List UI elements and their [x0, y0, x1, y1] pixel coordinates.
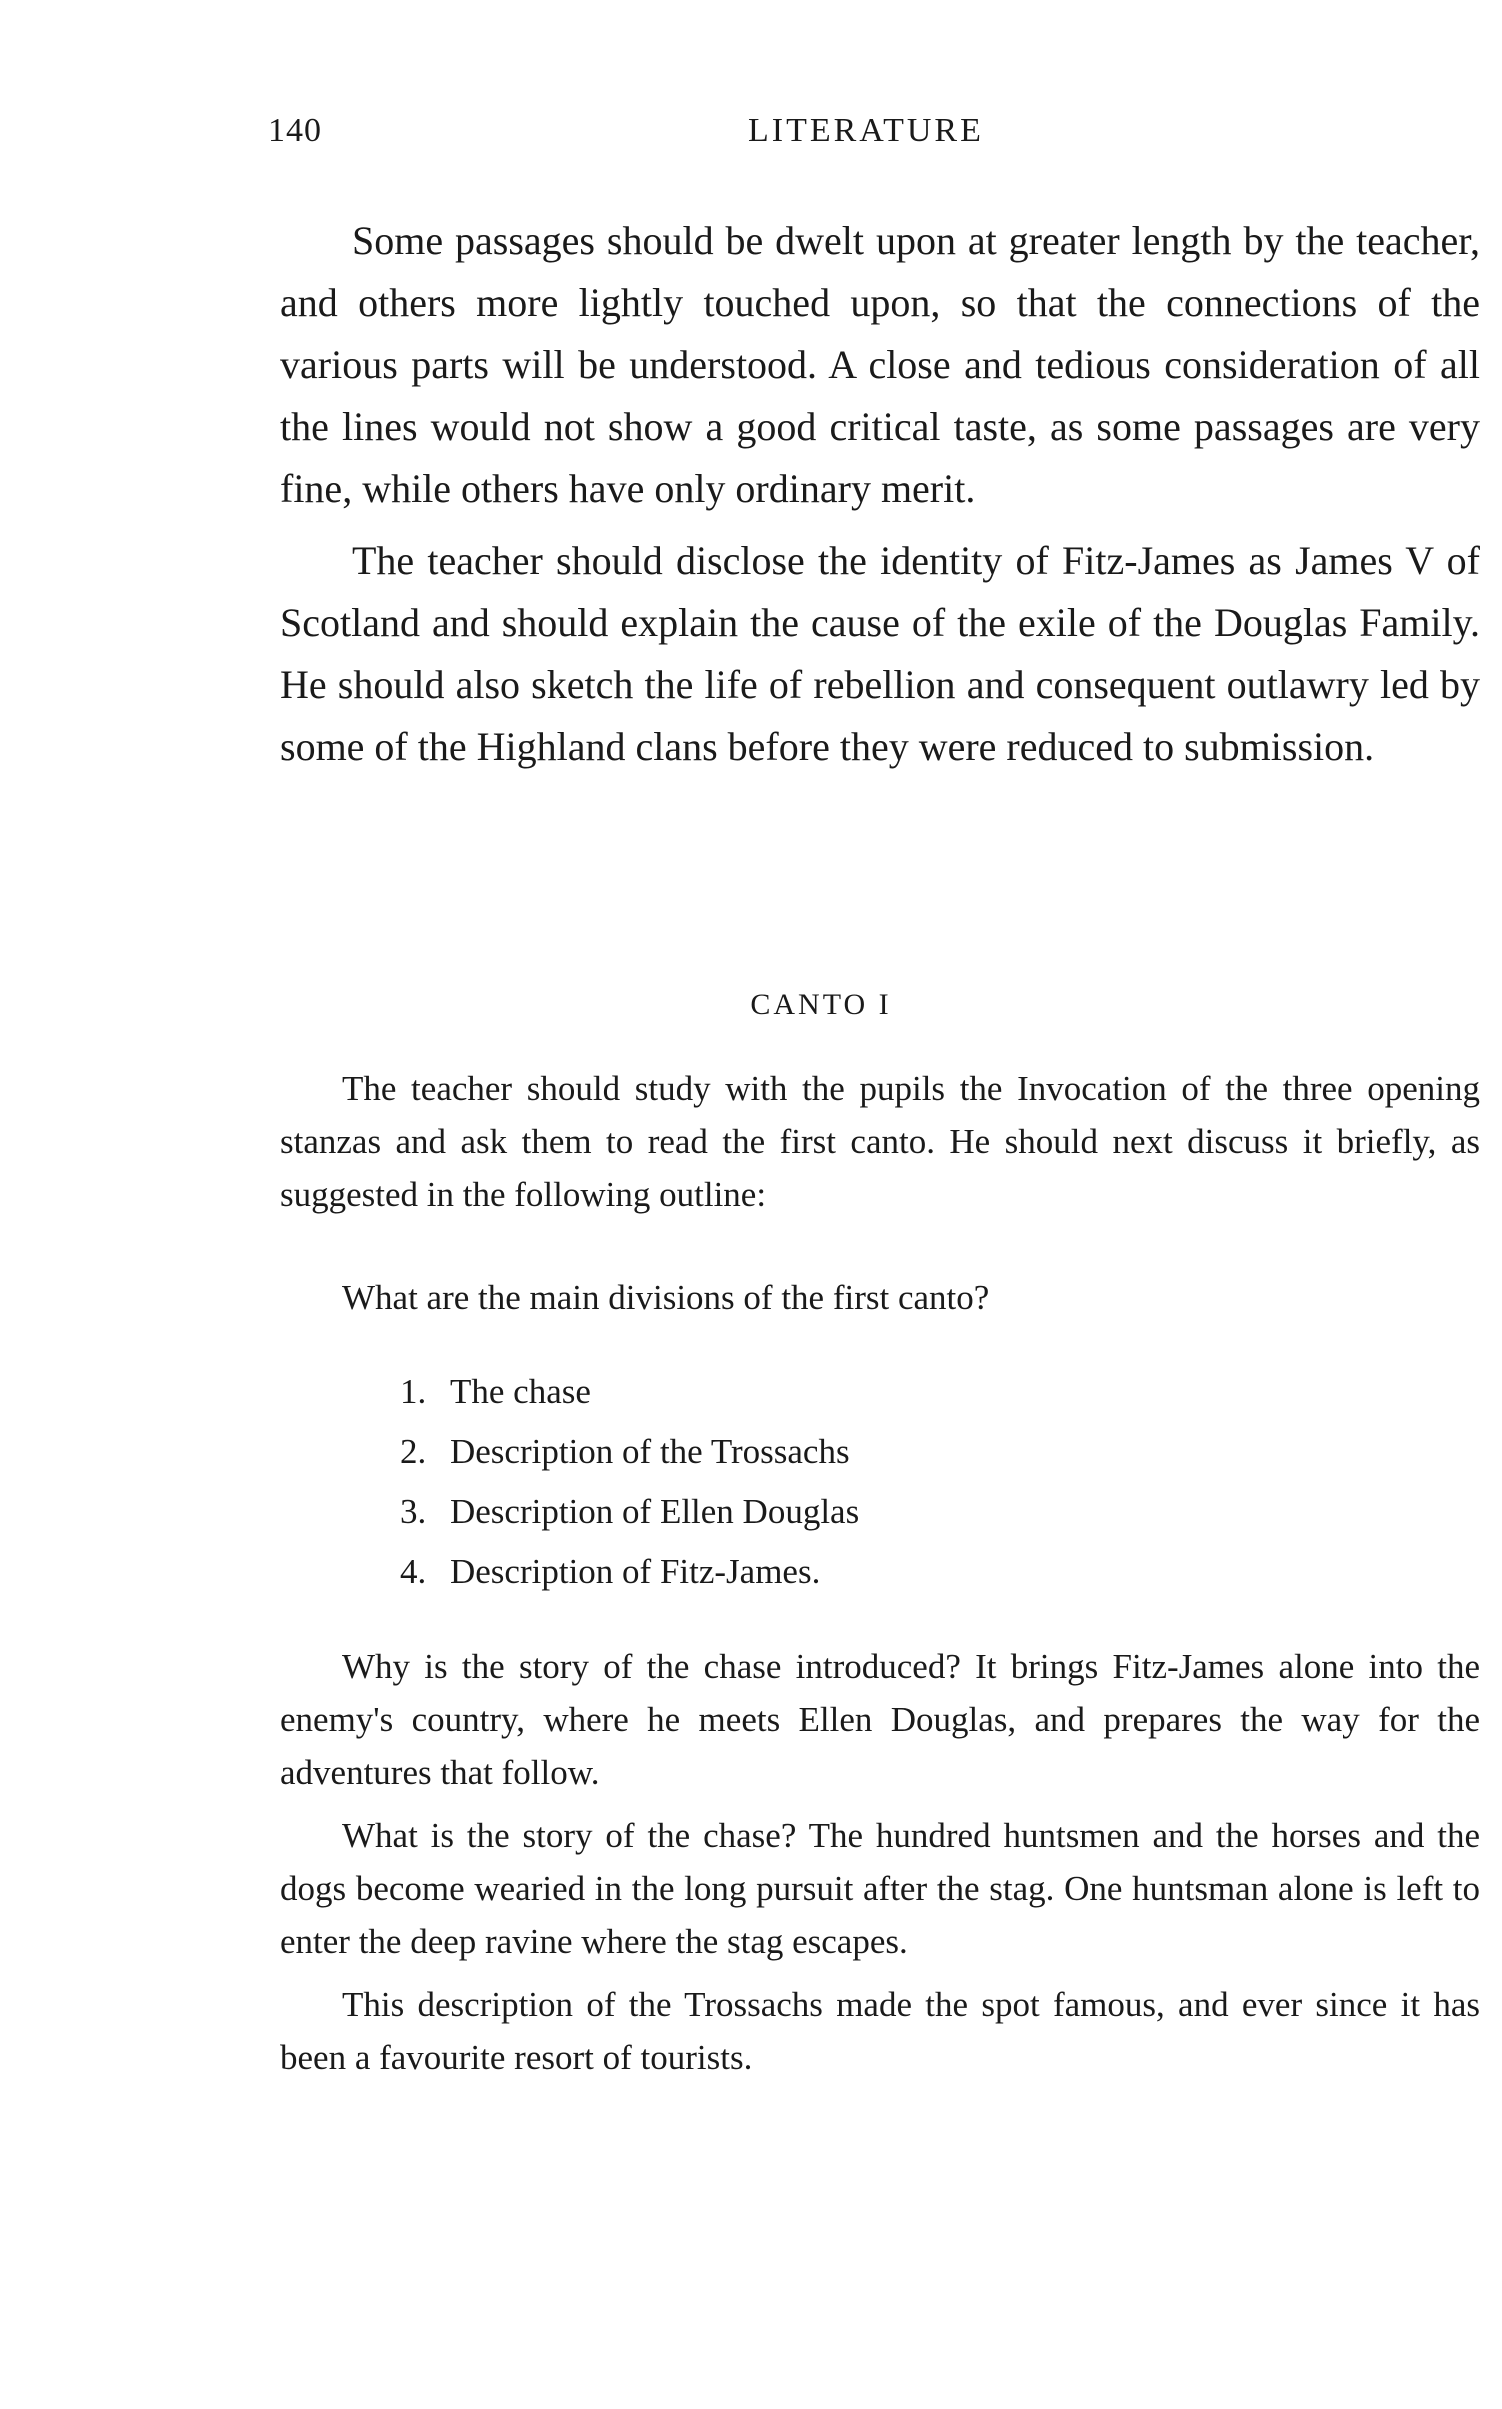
- list-item: [400, 1362, 1480, 1422]
- list-item-number: 4.: [400, 1552, 427, 1591]
- list-item-text: Description of the Trossachs: [450, 1432, 850, 1471]
- list-item-number: 3.: [400, 1492, 427, 1531]
- lower-text-block: [280, 1062, 1480, 2084]
- section-heading: CANTO I: [750, 988, 892, 1021]
- paragraph: What is the story of the chase? The hundred huntsmen and the horses and the dogs become wearied in the long pursuit after the stag. One huntsman alone is left to enter the deep ravine where the stag escapes.: [280, 1816, 1480, 1961]
- running-head: LITERATURE: [748, 112, 984, 149]
- list-item-number: 2.: [400, 1432, 427, 1471]
- divisions-list: [280, 1362, 1480, 1602]
- outline-question: What are the main divisions of the first canto?: [342, 1278, 990, 1317]
- intro-paragraph: The teacher should study with the pupils the Invocation of the three opening stanzas and ask them to read the first canto. He should next discuss it briefly, as suggested in the following outline:: [280, 1069, 1480, 1214]
- page-number: 140: [268, 112, 322, 149]
- paragraph: Why is the story of the chase introduced? It brings Fitz-James alone into the enemy's country, where he meets Ellen Douglas, and prepares the way for the adventures that follow.: [280, 1647, 1480, 1792]
- upper-text-block: [280, 210, 1480, 788]
- list-item-text: The chase: [450, 1372, 591, 1411]
- paragraph: Some passages should be dwelt upon at greater length by the teacher, and others more lightly touched upon, so that the connections of the various parts will be understood. A close and tedious consideration of all the lines would not show a good critical taste, as some passages are very fine, while others have only ordinary merit.: [280, 218, 1480, 511]
- page-header: [268, 112, 1488, 168]
- list-item: [400, 1542, 1480, 1602]
- list-item: [400, 1482, 1480, 1542]
- paragraph: The teacher should disclose the identity of Fitz-James as James V of Scotland and should explain the cause of the exile of the Douglas Family. He should also sketch the life of rebellion and consequent outlawry led by some of the Highland clans before they were reduced to submission.: [280, 538, 1480, 769]
- list-item: [400, 1422, 1480, 1482]
- list-item-number: 1.: [400, 1372, 427, 1411]
- list-item-text: Description of Ellen Douglas: [450, 1492, 860, 1531]
- list-item-text: Description of Fitz-James.: [450, 1552, 821, 1591]
- paragraph: This description of the Trossachs made the spot famous, and ever since it has been a favourite resort of tourists.: [280, 1985, 1480, 2077]
